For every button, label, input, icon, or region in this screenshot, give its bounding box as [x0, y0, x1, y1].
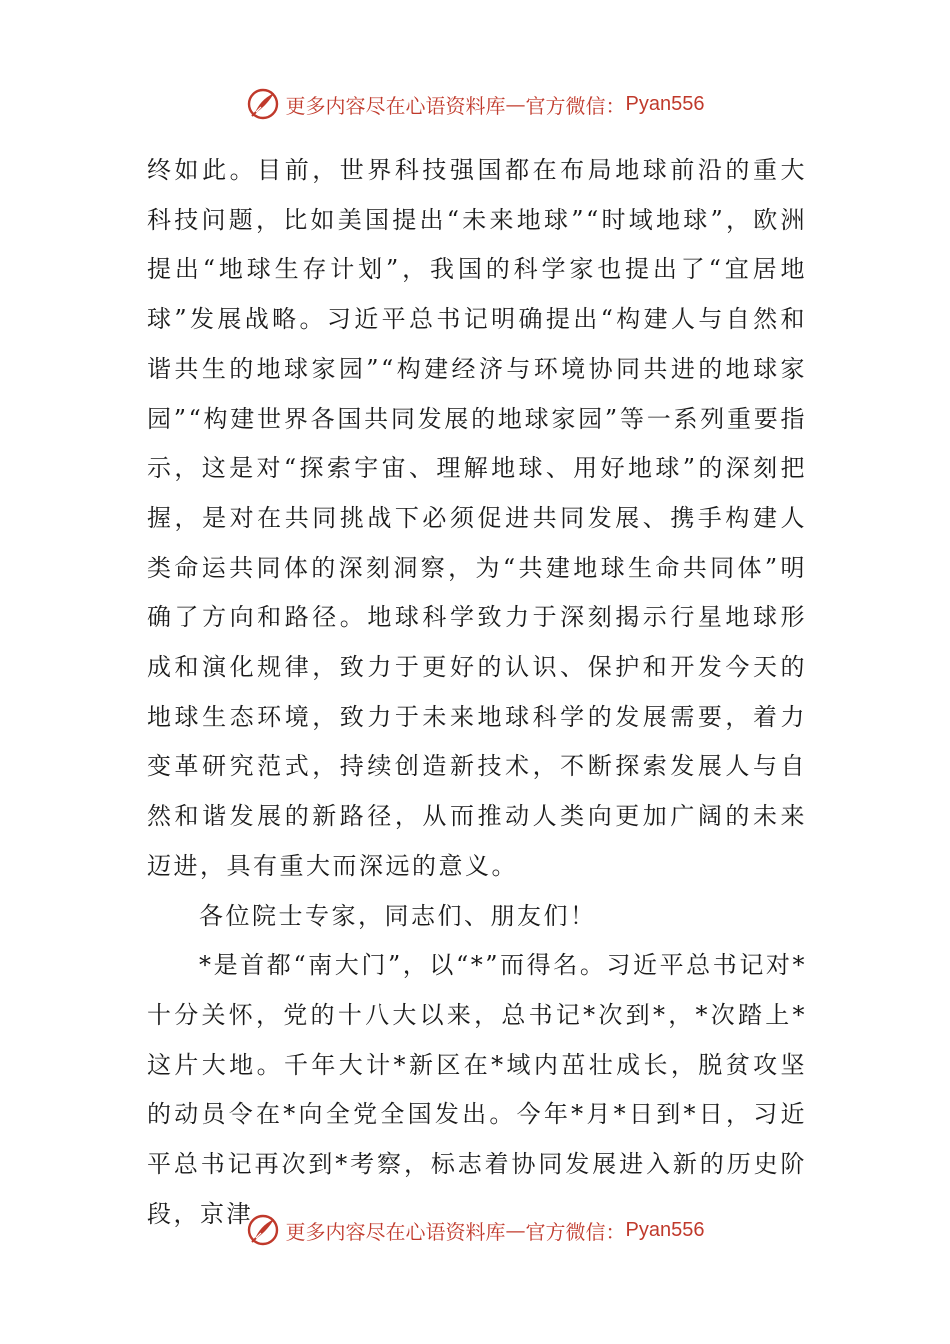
body-paragraph-1: 终如此。目前，世界科技强国都在布局地球前沿的重大科技问题，比如美国提出“未来地球”“时域地球”，欧洲提出“地球生存计划”，我国的科学家也提出了“宜居地球”发展战略。习近平总书记明确提出“构建人与自然和谐共生的地球家园”“构建经济与环境协同共进的地球家园”“构建世界各国共同发展的地球家园”等一系列重要指示，这是对“探索宇宙、理解地球、用好地球”的深刻把握，是对在共同挑战下必须促进共同发展、携手构建人类命运共同体的深刻洞察，为“共建地球生命共同体”明确了方向和路径。地球科学致力于深刻揭示行星地球形成和演化规律，致力于更好的认识、保护和开发今天的地球生态环境，致力于未来地球科学的发展需要，着力变革研究范式，持续创造新技术，不断探索发展人与自然和谐发展的新路径，从而推动人类向更加广阔的未来迈进，具有重大而深远的意义。 — [147, 156, 807, 880]
body-paragraph-3: *是首都“南大门”，以“*”而得名。习近平总书记对*十分关怀，党的十八大以来，总书记*次到*，*次踏上*这片大地。千年大计*新区在*域内茁壮成长，脱贫攻坚的动员令在*向全党全国发出。今年*月*日到*日，习近平总书记再次到*考察，标志着协同发展进入新的历史阶段，京津 — [147, 951, 807, 1228]
header-brand-text: 更多内容尽在心语资料库 — [285, 93, 506, 118]
header-wechat-id: Pyan556 — [625, 92, 705, 115]
quill-logo-icon — [246, 1213, 280, 1247]
document-body — [147, 146, 807, 1239]
footer-banner — [0, 1210, 950, 1250]
footer-brand-text: 更多内容尽在心语资料库 — [285, 1219, 506, 1244]
footer-separator: — — [505, 1218, 526, 1242]
footer-wechat-label: 官方微信： — [525, 1219, 626, 1244]
body-paragraph-2: 各位院士专家，同志们、朋友们！ — [199, 901, 597, 930]
header-wechat-label: 官方微信： — [525, 93, 626, 118]
header-separator: — — [505, 92, 526, 116]
quill-logo-icon — [246, 87, 280, 121]
footer-wechat-id: Pyan556 — [625, 1218, 705, 1241]
header-banner — [0, 84, 950, 124]
